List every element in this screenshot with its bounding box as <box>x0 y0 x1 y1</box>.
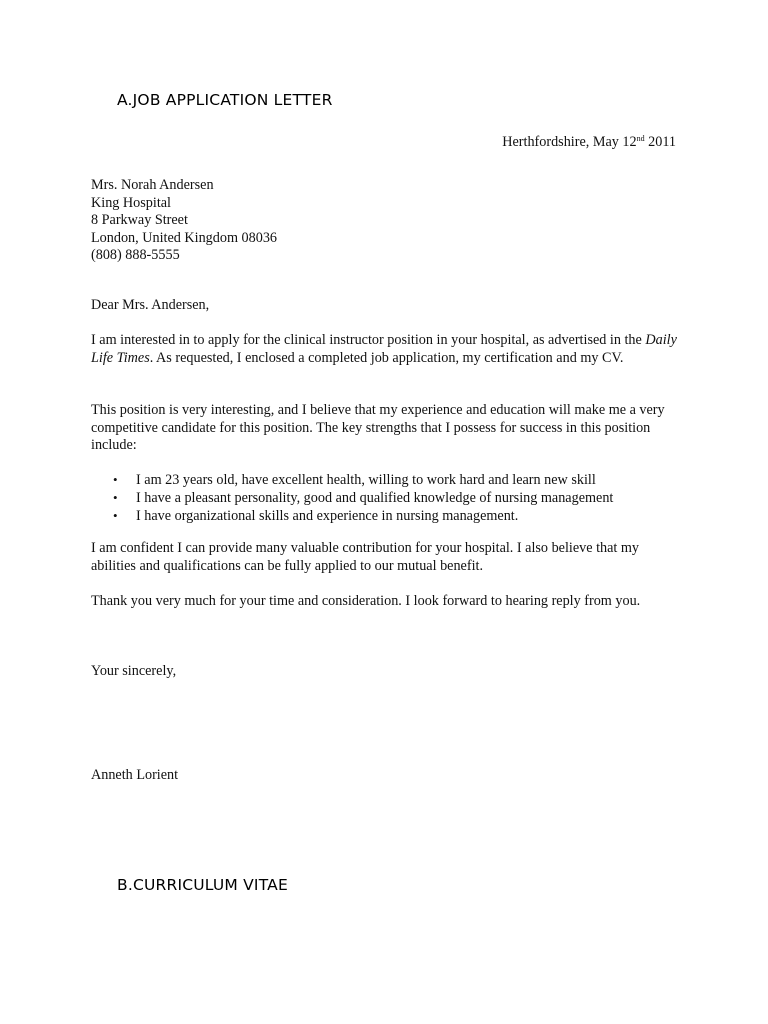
list-item-text: I have organizational skills and experience in nursing management. <box>136 508 519 524</box>
recipient-phone: (808) 888-5555 <box>91 247 180 264</box>
list-item-text: I am 23 years old, have excellent health, willing to work hard and learn new skill <box>136 472 596 488</box>
bullet-icon: • <box>113 508 118 523</box>
recipient-address <box>91 177 681 265</box>
list-item <box>91 507 613 525</box>
strengths-list <box>91 471 613 525</box>
recipient-organization: King Hospital <box>91 194 171 211</box>
publication-name: Daily Life Times <box>91 332 677 366</box>
salutation: Dear Mrs. Andersen, <box>91 297 210 313</box>
signature-name: Anneth Lorient <box>91 767 179 783</box>
letter-heading: A.JOB APPLICATION LETTER <box>117 91 333 109</box>
recipient-street: 8 Parkway Street <box>91 212 188 229</box>
paragraph-strengths-intro: This position is very interesting, and I believe that my experience and education will make me a very competitive candidate for this position. The key strengths that I possess for success in this position include: <box>91 402 665 454</box>
list-item-text: I have a pleasant personality, good and qualified knowledge of nursing management <box>136 490 614 506</box>
recipient-city: London, United Kingdom 08036 <box>91 229 278 246</box>
date-year: 2011 <box>644 134 676 150</box>
paragraph-intro-before: I am interested in to apply for the clinical instructor position in your hospital, as advertised in the <box>91 332 646 348</box>
bullet-icon: • <box>113 490 118 505</box>
paragraph-thanks: Thank you very much for your time and consideration. I look forward to hearing reply from you. <box>91 593 641 609</box>
closing: Your sincerely, <box>91 663 177 679</box>
cv-heading: B.CURRICULUM VITAE <box>117 876 288 894</box>
date-place: Herthfordshire, May 12 <box>502 134 637 150</box>
paragraph-intro-after: . As requested, I enclosed a completed job application, my certification and my CV. <box>149 349 624 366</box>
paragraph-intro <box>91 332 681 367</box>
list-item <box>91 489 613 507</box>
list-item <box>91 471 613 489</box>
paragraph-confidence: I am confident I can provide many valuable contribution for your hospital. I also believe that my abilities and qualifications can be fully applied to our mutual benefit. <box>91 540 640 574</box>
bullet-icon: • <box>113 472 118 487</box>
date-ordinal-suffix: nd <box>636 134 645 143</box>
letter-date <box>502 134 676 151</box>
recipient-name: Mrs. Norah Andersen <box>91 177 214 193</box>
